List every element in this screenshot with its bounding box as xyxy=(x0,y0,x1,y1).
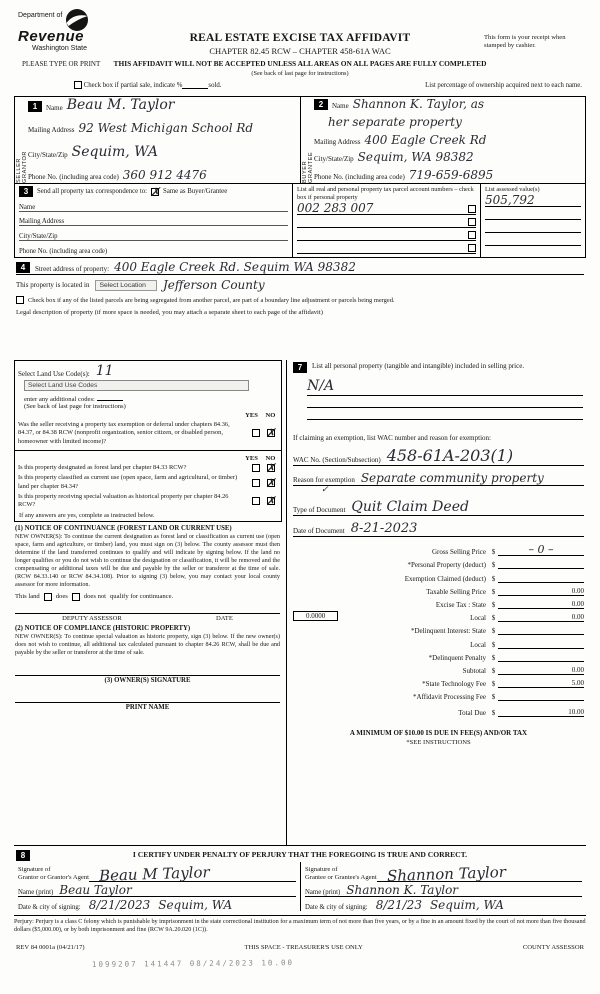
personal-property-deduct-row xyxy=(293,556,584,569)
seller-side-label xyxy=(15,97,28,183)
compliance-body: NEW OWNER(S): To continue special valuation as historic property, sign (3) below. If the new owner(s) does not wish to continue, all additional tax calculated pursuant to chapter 84.26 RCW, shall be due and payable by the seller or transferor at the time of sale. xyxy=(15,633,280,656)
excise-tax-state-row xyxy=(293,596,584,609)
logo-revenue-text: Revenue xyxy=(18,28,85,45)
parcel-column xyxy=(293,184,481,257)
document-date-label: Date of Document xyxy=(293,527,345,535)
money-value: 0.00 xyxy=(571,665,584,674)
continuance-notice xyxy=(14,522,282,622)
correspondence-strip xyxy=(14,184,586,258)
forest-yes-checkbox[interactable] xyxy=(252,464,260,472)
assessed-column xyxy=(481,184,585,257)
seller-box xyxy=(15,97,300,183)
segregated-checkbox[interactable] xyxy=(16,296,24,304)
questions-box xyxy=(14,451,282,522)
current-use-yes-checkbox[interactable] xyxy=(252,479,260,487)
street-address-input[interactable] xyxy=(16,261,584,275)
seller-name-field[interactable] xyxy=(28,98,297,112)
correspondence-mailing-input[interactable] xyxy=(19,214,288,226)
buyer-name-value2: her separate property xyxy=(328,114,462,129)
qualify-label: qualify for continuance. xyxy=(110,593,174,601)
currency-symbol: $ xyxy=(491,587,496,596)
land-use-box xyxy=(14,360,282,451)
personal-property-line-3[interactable] xyxy=(307,408,583,420)
does-label: does xyxy=(55,593,68,601)
seller-word: SELLER xyxy=(15,157,22,183)
legal-description-label: Legal description of property (if more space is needed, you may attach a separate sheet to each page of the affidavit) xyxy=(16,309,323,316)
delinquent-interest-state-input[interactable] xyxy=(498,634,584,635)
money-label: Gross Selling Price xyxy=(431,548,486,557)
forest-land-question-row xyxy=(18,461,278,476)
historic-question: Is this property receiving special valuation as historical property per chapter 84.26 RCW? xyxy=(18,492,229,509)
grantor-name-input[interactable] xyxy=(18,882,296,897)
yes-no-header-2 xyxy=(18,455,278,462)
state-technology-fee-input[interactable] xyxy=(498,679,584,688)
buyer-name-field-line2 xyxy=(328,116,582,128)
affidavit-processing-fee-row xyxy=(293,688,584,701)
money-label: *State Technology Fee xyxy=(422,680,486,689)
deputy-assessor-label: DEPUTY ASSESSOR xyxy=(62,614,122,622)
located-label: This property is located in xyxy=(16,281,90,289)
land-use-code-value: 11 xyxy=(95,363,114,379)
taxable-selling-price-input[interactable] xyxy=(498,587,584,596)
personal-property-checkbox-1[interactable] xyxy=(468,205,476,213)
grantee-signature-input[interactable] xyxy=(377,862,582,886)
grantor-signature: Beau M Taylor xyxy=(98,863,210,885)
buyer-phone-value: 719-659-6895 xyxy=(408,168,494,182)
form-revision-number: REV 84 0001a (04/21/17) xyxy=(16,944,85,952)
affidavit-processing-fee-input[interactable] xyxy=(498,700,584,701)
section-8-number: 8 xyxy=(16,850,30,861)
currency-symbol: $ xyxy=(491,680,496,689)
buyer-name-field[interactable] xyxy=(314,98,582,110)
grantor-name-label: Name (print) xyxy=(18,889,54,896)
land-use-codes-label: Select Land Use Code(s): xyxy=(18,370,90,378)
forest-land-question: Is this property designated as forest land per chapter 84.33 RCW? xyxy=(18,463,187,471)
state-technology-fee-row xyxy=(293,675,584,688)
buyer-mailing-field[interactable] xyxy=(314,134,582,146)
total-due-input[interactable] xyxy=(498,708,584,717)
exemption-question-row xyxy=(18,421,278,446)
buyer-city-label: City/State/Zip xyxy=(314,155,354,164)
wac-label: WAC No. (Section/Subsection) xyxy=(293,456,381,464)
money-value: 0.00 xyxy=(571,586,584,595)
owners-signature-label: (3) OWNER(S) SIGNATURE xyxy=(104,676,191,684)
money-label: Local xyxy=(470,640,486,649)
section-1-number: 1 xyxy=(28,101,42,112)
exemption-claimed-input[interactable] xyxy=(498,582,584,583)
correspondence-name-input[interactable] xyxy=(19,200,288,212)
reason-input[interactable] xyxy=(293,472,584,486)
personal-property-label: List all personal property (tangible and intangible) included in selling price. xyxy=(312,362,525,370)
money-table xyxy=(293,543,584,717)
land-use-select[interactable]: Select Land Use Codes xyxy=(24,380,249,391)
seller-name-label: Name xyxy=(46,104,63,112)
reason-value: Separate community property xyxy=(360,471,544,485)
segregated-row xyxy=(16,296,584,304)
see-instructions-note: *SEE INSTRUCTIONS xyxy=(406,739,471,747)
right-column xyxy=(286,360,586,845)
please-type-note: PLEASE TYPE OR PRINT xyxy=(22,60,101,68)
delinquent-penalty-input[interactable] xyxy=(498,661,584,662)
correspondence-city-input[interactable] xyxy=(19,229,288,241)
does-checkbox[interactable] xyxy=(44,593,52,601)
currency-symbol: $ xyxy=(491,548,496,557)
x-mark: ✗ xyxy=(265,475,276,490)
delinquent-interest-local-row xyxy=(293,635,584,648)
grantee-name-input[interactable] xyxy=(305,882,582,897)
personal-property-checkbox-2[interactable] xyxy=(468,218,476,226)
grantee-city-value: Sequim, WA xyxy=(429,898,504,912)
buyer-name-label: Name xyxy=(332,102,349,110)
partial-sale-label: Check box if partial sale, indicate % xyxy=(83,82,183,89)
document-date-value: 8-21-2023 xyxy=(350,521,418,536)
grantee-signature-block xyxy=(300,862,586,911)
personal-property-checkbox-3[interactable] xyxy=(468,231,476,239)
correspondence-column xyxy=(15,184,293,257)
grantee-date-input[interactable] xyxy=(305,897,582,911)
located-county-value: Jefferson County xyxy=(162,278,265,292)
forest-no-checkbox[interactable] xyxy=(265,461,276,476)
x-mark: ✗ xyxy=(150,184,161,199)
ownership-note: List percentage of ownership acquired next to each name. xyxy=(425,82,582,89)
money-label: Exemption Claimed (deduct) xyxy=(404,574,486,583)
buyer-mailing-value: 400 Eagle Creek Rd xyxy=(364,132,487,147)
seller-phone-value: 360 912 4476 xyxy=(122,167,207,182)
print-name-label: PRINT NAME xyxy=(125,703,170,711)
wac-number-input[interactable] xyxy=(293,448,584,466)
logo-dept-text: Department of xyxy=(18,12,63,19)
assessed-input-2[interactable] xyxy=(485,207,581,220)
sold-label: sold. xyxy=(208,82,222,89)
party-boxes xyxy=(14,96,586,184)
local-tax-input[interactable] xyxy=(498,613,584,622)
grantor-date-value: 8/21/2023 xyxy=(88,898,151,912)
grantee-word: GRANTEE xyxy=(307,151,314,183)
partial-sale-row xyxy=(14,81,586,89)
chapter-subtitle: CHAPTER 82.45 RCW – CHAPTER 458-61A WAC xyxy=(209,46,391,56)
grantor-date-label: Date & city of signing: xyxy=(18,904,81,911)
money-label: Taxable Selling Price xyxy=(426,587,486,596)
yes-label: YES xyxy=(245,454,258,462)
land-use-see-back: (See back of last page for instructions) xyxy=(24,403,126,410)
money-label: Subtotal xyxy=(462,666,486,675)
reason-label: Reason for exemption xyxy=(293,476,355,484)
grantee-date-label: Date & city of signing: xyxy=(305,904,368,911)
buyer-side-label xyxy=(301,97,314,183)
form-header xyxy=(14,8,586,96)
perjury-notice: Perjury: Perjury is a class C felony which is punishable by imprisonment in the state correctional institution for a maximum term of not more than five years, or by a fine in an amount fixed by the court of not more than five thousand dollars ($5,000.00), or by both imprisonment and fine (RCW 9A.20.020 (1C)). xyxy=(14,919,586,933)
historic-question-row xyxy=(18,493,278,510)
segregated-label: Check box if any of the listed parcels are being segregated from another parcel, are part of a boundary line adjustment or parcels being merged. xyxy=(28,296,395,304)
grantee-signature: Shannon Taylor xyxy=(386,862,506,886)
does-not-label: does not xyxy=(83,593,106,601)
continuance-title: (1) NOTICE OF CONTINUANCE (FOREST LAND OR CURRENT USE) xyxy=(15,524,232,532)
partial-sale-checkbox[interactable] xyxy=(74,81,82,89)
historic-yes-checkbox[interactable] xyxy=(252,497,260,505)
grantee-sig-label-1: Signature of xyxy=(305,865,338,873)
grantor-city-value: Sequim, WA xyxy=(158,898,233,912)
correspondence-phone-input[interactable] xyxy=(19,243,288,255)
current-use-question: Is this property classified as current use (open space, farm and agricultural, or timber) land per chapter 84.34? xyxy=(18,474,238,490)
does-not-checkbox[interactable] xyxy=(72,593,80,601)
gross-selling-price-input[interactable] xyxy=(498,544,584,556)
document-type-input[interactable] xyxy=(293,500,584,516)
currency-symbol: $ xyxy=(491,653,496,662)
grantor-signature-block xyxy=(14,862,300,911)
buyer-mailing-label: Mailing Address xyxy=(314,137,361,146)
buyer-city-field[interactable] xyxy=(314,151,582,163)
x-mark: ✗ xyxy=(265,461,276,476)
buyer-city-value: Sequim, WA 98382 xyxy=(357,150,474,165)
money-label: Total Due xyxy=(458,709,486,718)
this-land-label: This land xyxy=(15,593,40,601)
assessed-input-4[interactable] xyxy=(485,233,581,246)
correspondence-city-label: City/State/Zip xyxy=(19,232,58,240)
local-tax-row xyxy=(293,609,584,622)
seller-mailing-field[interactable] xyxy=(28,122,297,134)
currency-symbol: $ xyxy=(491,640,496,649)
compliance-title: (2) NOTICE OF COMPLIANCE (HISTORIC PROPERTY) xyxy=(15,624,191,632)
continuance-body: NEW OWNER(S): To continue the current designation as forest land or classification as current use (open space, farm and agriculture, or timber) land, you must sign on (3) below. The county assessor must then determine if the land transferred continues to qualify and will indicate by signing below. If the land no longer qualifies or you do not wish to continue the designation or classification, it will be removed and the compensating or additional taxes will be due and payable by the seller or transferor at the time of sale. (RCW 84.33.140 or RCW 84.34.108). Prior to signing (3) below, you may contact your local county assessor for more information. xyxy=(15,533,280,588)
x-mark: ✗ xyxy=(265,494,276,509)
assessed-input-3[interactable] xyxy=(485,220,581,233)
grantor-signature-input[interactable] xyxy=(89,862,296,885)
gross-selling-price-row xyxy=(293,543,584,556)
parcel-input-1[interactable] xyxy=(297,202,476,215)
current-use-no-checkbox[interactable] xyxy=(265,475,276,490)
grantor-word: GRANTOR xyxy=(21,150,28,183)
grantor-sig-label-1: Signature of xyxy=(18,865,51,873)
left-column xyxy=(14,360,286,845)
page-title: REAL ESTATE EXCISE TAX AFFIDAVIT xyxy=(189,32,411,44)
parcel-input-2[interactable] xyxy=(297,215,476,228)
yes-no-header-1 xyxy=(18,412,278,419)
buyer-phone-label: Phone No. (including area code) xyxy=(314,173,405,181)
seller-mailing-value: 92 West Michigan School Rd xyxy=(78,121,254,136)
certification-statement: I CERTIFY UNDER PENALTY OF PERJURY THAT THE FOREGOING IS TRUE AND CORRECT. xyxy=(132,850,468,859)
grantee-date-value: 8/21/23 xyxy=(375,898,422,912)
handwritten-zero: – 0 – xyxy=(528,543,554,557)
location-select[interactable]: Select Location xyxy=(95,280,156,291)
grantor-date-input[interactable] xyxy=(18,897,296,911)
warning-banner: THIS AFFIDAVIT WILL NOT BE ACCEPTED UNLESS ALL AREAS ON ALL PAGES ARE FULLY COMPLETED xyxy=(113,59,487,68)
excise-tax-state-input[interactable] xyxy=(498,600,584,609)
legal-description-area[interactable] xyxy=(16,316,584,360)
no-label: NO xyxy=(265,412,276,419)
money-label: *Delinquent Interest: State xyxy=(410,627,486,636)
correspondence-phone-label: Phone No. (including area code) xyxy=(19,248,108,255)
grantor-sig-label-2: Grantor or Grantor's Agent xyxy=(18,873,89,881)
document-date-input[interactable] xyxy=(293,522,584,537)
parcel-input-3[interactable] xyxy=(297,228,476,241)
grantor-name-value: Beau Taylor xyxy=(59,883,132,897)
send-correspondence-label: Send all property tax correspondence to: xyxy=(37,188,148,195)
located-row xyxy=(16,279,584,291)
additional-codes-label: enter any additional codes: xyxy=(24,396,95,403)
personal-property-checkbox-4[interactable] xyxy=(468,244,476,252)
same-as-buyer-checkbox[interactable] xyxy=(150,184,161,199)
deputy-assessor-row[interactable] xyxy=(15,613,280,622)
qualify-row xyxy=(15,593,280,601)
grantee-name-label: Name (print) xyxy=(305,889,341,896)
current-use-question-row xyxy=(18,474,278,491)
grantee-name-value: Shannon K. Taylor xyxy=(346,883,459,897)
money-label: Excise Tax : State xyxy=(435,600,486,609)
section-7-number: 7 xyxy=(293,362,307,373)
delinquent-penalty-row xyxy=(293,649,584,662)
money-label: Local xyxy=(470,614,486,623)
seller-city-value: Sequim, WA xyxy=(71,143,158,160)
grantee-sig-label-2: Grantee or Grantee's Agent xyxy=(305,873,377,881)
exemption-intro: If claiming an exemption, list WAC number and reason for exemption: xyxy=(293,434,491,442)
correspondence-mailing-label: Mailing Address xyxy=(19,218,65,225)
assessed-input-1[interactable] xyxy=(485,194,581,207)
total-due-row xyxy=(293,704,584,717)
if-yes-note: If any answers are yes, complete as instructed below. xyxy=(19,511,155,519)
x-mark: ✗ xyxy=(265,426,276,441)
currency-symbol: $ xyxy=(491,574,496,583)
reason-check-mark: ✓ xyxy=(321,485,329,495)
money-value: 10.00 xyxy=(568,708,584,717)
money-label: *Personal Property (deduct) xyxy=(407,561,486,570)
buyer-phone-field[interactable] xyxy=(314,169,582,181)
logo-state-text: Washington State xyxy=(32,45,87,52)
additional-codes-input[interactable] xyxy=(97,393,123,401)
currency-symbol: $ xyxy=(491,693,496,702)
certification-section xyxy=(14,846,586,916)
money-value: 0.00 xyxy=(571,613,584,622)
assessed-value: 505,792 xyxy=(485,192,535,207)
taxable-selling-price-row xyxy=(293,583,584,596)
buyer-box xyxy=(300,97,585,183)
subtotal-row xyxy=(293,662,584,675)
street-address-label: Street address of property: xyxy=(35,265,110,273)
delinquent-interest-local-input[interactable] xyxy=(498,648,584,649)
receipt-note: This form is your receipt when stamped by cashier. xyxy=(484,34,566,50)
no-label: NO xyxy=(265,454,276,462)
personal-property-deduct-input[interactable] xyxy=(498,568,584,569)
buyer-word: BUYER xyxy=(301,160,308,183)
section-2-number: 2 xyxy=(314,99,328,110)
seller-phone-field[interactable] xyxy=(28,169,297,181)
county-assessor-label: COUNTY ASSESSOR xyxy=(522,944,584,952)
document-type-label: Type of Document xyxy=(293,506,346,514)
seller-city-field[interactable] xyxy=(28,145,297,159)
section-3-number: 3 xyxy=(19,186,33,197)
buyer-name-value: Shannon K. Taylor, as xyxy=(352,97,485,111)
currency-symbol: $ xyxy=(491,614,496,623)
assessed-label: List assessed value(s) xyxy=(485,186,540,193)
footer-row xyxy=(14,944,586,951)
wac-value: 458-61A-203(1) xyxy=(386,446,514,465)
personal-property-line-2[interactable] xyxy=(307,396,583,408)
dor-logo xyxy=(18,8,148,52)
currency-symbol: $ xyxy=(491,627,496,636)
currency-symbol: $ xyxy=(491,666,496,675)
cashier-stamp: 1099207 141447 08/24/2023 10.00 xyxy=(91,958,295,969)
same-as-buyer-label: Same as Buyer/Grantee xyxy=(163,188,228,195)
minimum-fee-note: A MINIMUM OF $10.00 IS DUE IN FEE(S) AND/OR TAX xyxy=(349,729,528,738)
exemption-question-text: Was the seller receiving a property tax exemption or deferral under chapters 84.36, 84.37, or 84.38 RCW (nonprofit organization, senior citizen, or disabled person, homeowner with limited income)? xyxy=(18,421,230,445)
exemption-yes-checkbox[interactable] xyxy=(252,429,260,437)
seller-mailing-label: Mailing Address xyxy=(28,126,75,135)
subtotal-input[interactable] xyxy=(498,666,584,675)
local-rate-box: 0.0000 xyxy=(293,611,338,621)
section-4-number: 4 xyxy=(16,262,30,273)
personal-property-value: N/A xyxy=(307,378,335,394)
document-type-value: Quit Claim Deed xyxy=(351,499,469,515)
exemption-claimed-row xyxy=(293,569,584,582)
date-label: DATE xyxy=(216,614,233,622)
money-label: *Affidavit Processing Fee xyxy=(413,693,486,702)
currency-symbol: $ xyxy=(491,600,496,609)
main-columns xyxy=(14,360,586,846)
street-section xyxy=(14,258,586,360)
partial-sale-percent-input[interactable] xyxy=(182,81,208,89)
money-label: *Delinquent Penalty xyxy=(428,653,486,662)
money-value: 0.00 xyxy=(571,599,584,608)
yes-label: YES xyxy=(245,412,258,419)
treasurer-use-label: THIS SPACE - TREASURER'S USE ONLY xyxy=(244,944,363,952)
seller-city-label: City/State/Zip xyxy=(28,150,68,159)
seller-name-value: Beau M. Taylor xyxy=(66,97,175,113)
personal-property-input[interactable] xyxy=(307,377,583,396)
delinquent-interest-state-row xyxy=(293,622,584,635)
historic-no-checkbox[interactable] xyxy=(265,494,276,509)
see-back-note: (See back of last page for instructions) xyxy=(251,70,349,77)
exemption-no-checkbox[interactable] xyxy=(265,426,276,441)
compliance-notice xyxy=(14,622,282,711)
seller-phone-label: Phone No. (including area code) xyxy=(28,172,119,181)
money-value: 5.00 xyxy=(571,679,584,688)
parcel-input-4[interactable] xyxy=(297,241,476,254)
parcel-list-label: List all real and personal property tax parcel account numbers – check box if personal property xyxy=(297,186,474,201)
parcel-number-value: 002 283 007 xyxy=(297,200,374,215)
currency-symbol: $ xyxy=(491,561,496,570)
street-address-value: 400 Eagle Creek Rd. Sequim WA 98382 xyxy=(114,260,356,274)
correspondence-name-label: Name xyxy=(19,203,36,211)
currency-symbol: $ xyxy=(491,709,496,718)
